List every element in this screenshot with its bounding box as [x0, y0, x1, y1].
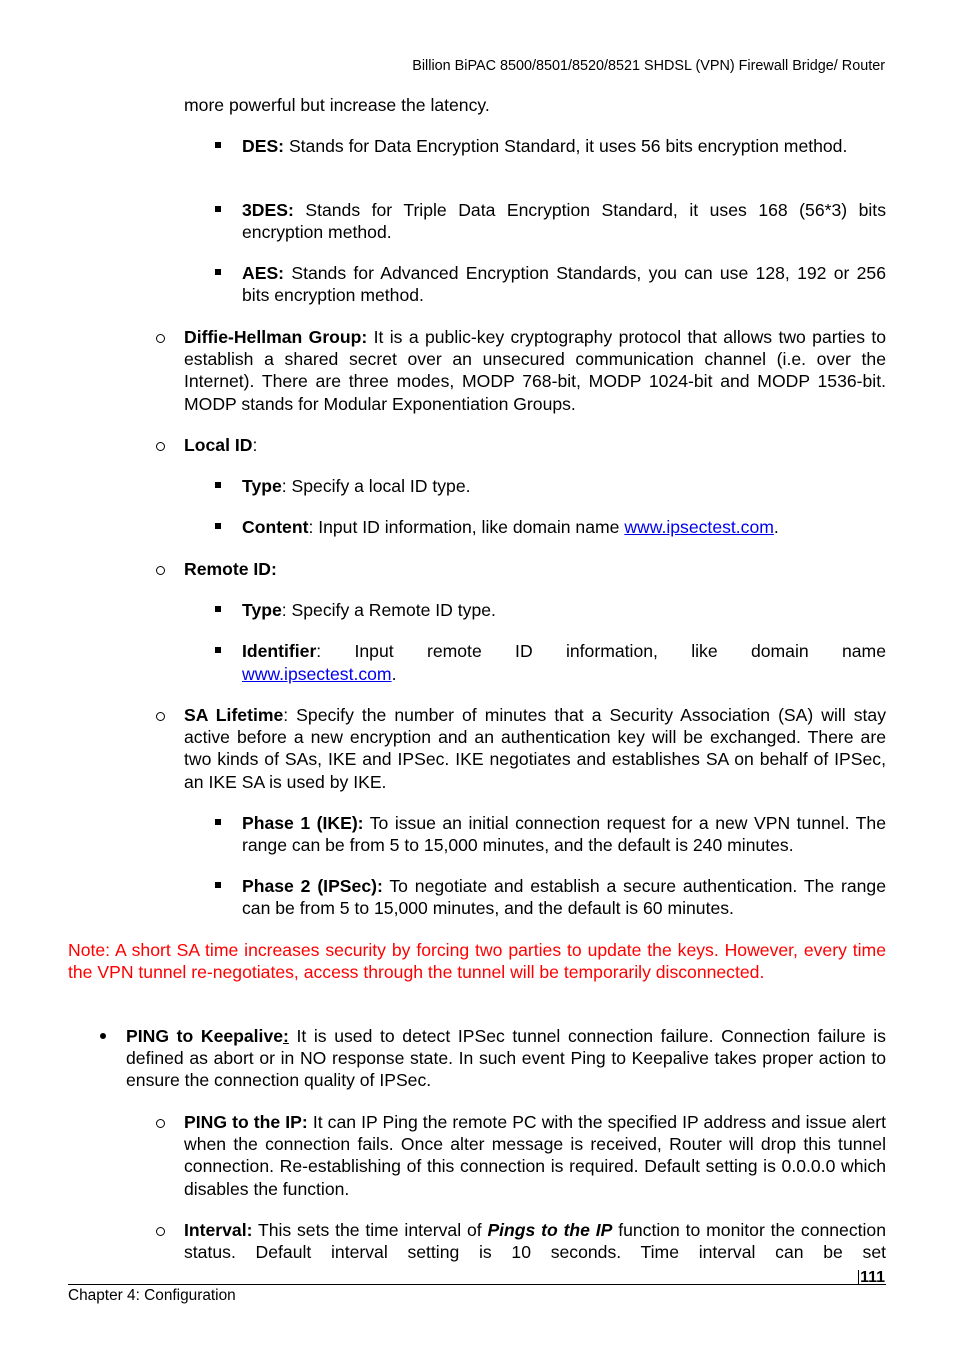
- sa-lifetime-text: : Specify the number of minutes that a Security Association (SA) will stay active before a new encryption and an authentication key will be exchanged. There are two kinds of SAs, IKE and IPSec. IKE negotiates and establishes SA on behalf of IPSec, an IKE SA is used by IKE.: [184, 705, 886, 792]
- square-bullet-icon: [215, 523, 221, 529]
- local-type-text: : Specify a local ID type.: [281, 476, 471, 496]
- phase1-term: Phase 1 (IKE):: [242, 813, 364, 833]
- intro-text: more powerful but increase the latency.: [184, 95, 490, 115]
- local-id-item: [184, 434, 886, 456]
- remote-type-term: Type: [242, 600, 282, 620]
- des-text: Stands for Data Encryption Standard, it uses 56 bits encryption method.: [288, 136, 848, 156]
- dh-item: [184, 326, 886, 415]
- remote-id-item: [184, 558, 886, 580]
- remote-type-item: [242, 599, 886, 621]
- page-number-divider: [858, 1270, 859, 1284]
- square-bullet-icon: [215, 606, 221, 612]
- square-bullet-icon: [215, 819, 221, 825]
- ipsectest-link[interactable]: www.ipsectest.com: [242, 664, 392, 684]
- square-bullet-icon: [215, 206, 221, 212]
- ipsectest-link[interactable]: www.ipsectest.com: [624, 517, 774, 537]
- dh-text: It is a public-key cryptography protocol that allows two parties to establish a shared secret over an unsecured communication channel (i.e. over the Internet). There are three modes, MODP 768-bit, MODP 1024-bit and MODP 1536-bit. MODP stands for Modular Exponentiation Groups.: [184, 327, 887, 414]
- local-id-term: Local ID: [184, 435, 253, 455]
- remote-identifier-end: .: [391, 664, 397, 684]
- sa-lifetime-term: SA Lifetime: [184, 705, 284, 725]
- interval-text-1: This sets the time interval of: [257, 1220, 488, 1240]
- remote-identifier-term: Identifier: [242, 641, 317, 661]
- interval-italic: Pings to the IP: [487, 1220, 613, 1240]
- square-bullet-icon: [215, 142, 221, 148]
- phase2-item: [242, 875, 886, 919]
- local-content-term: Content: [242, 517, 309, 537]
- circle-bullet-icon: [156, 1119, 165, 1128]
- ping-keepalive-colon: :: [283, 1026, 289, 1046]
- phase2-text: To negotiate and establish a secure authentication. The range can be from 5 to 15,000 minutes, and the default is 60 minutes.: [242, 876, 886, 919]
- aes-item: [242, 262, 886, 306]
- aes-text: Stands for Advanced Encryption Standards, you can use 128, 192 or 256 bits encryption method.: [242, 263, 886, 306]
- 3des-item: [242, 199, 886, 243]
- local-content-item: [242, 516, 886, 538]
- remote-id-term: Remote ID:: [184, 559, 277, 579]
- page-number: 111: [860, 1269, 885, 1286]
- circle-bullet-icon: [156, 334, 165, 343]
- remote-identifier-text: : Input remote ID information, like domain name: [316, 641, 886, 661]
- ping-ip-text: It can IP Ping the remote PC with the specified IP address and issue alert when the connection fails. Once alter message is received, Router will drop this tunnel connection. Re-establishing of this connection is required. Default setting is 0.0.0.0 which disables the function.: [184, 1112, 887, 1199]
- ping-ip-term: PING to the IP:: [184, 1112, 308, 1132]
- remote-identifier-item: [242, 640, 886, 662]
- local-id-colon: :: [252, 435, 258, 455]
- remote-type-text: : Specify a Remote ID type.: [281, 600, 496, 620]
- square-bullet-icon: [215, 482, 221, 488]
- local-content-text: : Input ID information, like domain name: [308, 517, 625, 537]
- local-type-item: [242, 475, 886, 497]
- sa-lifetime-item: [184, 704, 886, 793]
- local-type-term: Type: [242, 476, 282, 496]
- aes-term: AES:: [242, 263, 285, 283]
- ping-keepalive-term: PING to Keepalive: [126, 1026, 284, 1046]
- ping-ip-item: [184, 1111, 886, 1200]
- local-content-end: .: [773, 517, 779, 537]
- circle-bullet-icon: [156, 566, 165, 575]
- interval-text-2: function to monitor the connection status. Default interval setting is 10 seconds. Time interval can be set: [184, 1220, 886, 1263]
- ping-keepalive-text: It is used to detect IPSec tunnel connection failure. Connection failure is defined as abort or in NO response state. In such event Ping to Keepalive takes proper action to ensure the connection quality of IPSec.: [126, 1026, 886, 1091]
- phase1-item: [242, 812, 886, 856]
- page-header: Billion BiPAC 8500/8501/8520/8521 SHDSL (VPN) Firewall Bridge/ Router: [412, 58, 885, 74]
- interval-item: [184, 1219, 886, 1263]
- square-bullet-icon: [215, 647, 221, 653]
- phase1-text: To issue an initial connection request for a new VPN tunnel. The range can be from 5 to 15,000 minutes, and the default is 240 minutes.: [242, 813, 886, 856]
- ping-keepalive-item: [126, 1025, 886, 1092]
- footer-rule: [68, 1284, 886, 1285]
- square-bullet-icon: [215, 882, 221, 888]
- 3des-term: 3DES:: [242, 200, 294, 220]
- des-term: DES:: [242, 136, 285, 156]
- note-text: Note: A short SA time increases security by forcing two parties to update the keys. However, every time the VPN tunnel re-negotiates, access through the tunnel will be temporarily disconnected.: [68, 940, 886, 983]
- square-bullet-icon: [215, 269, 221, 275]
- circle-bullet-icon: [156, 442, 165, 451]
- round-bullet-icon: [100, 1033, 106, 1039]
- des-item: [242, 135, 886, 157]
- circle-bullet-icon: [156, 1227, 165, 1236]
- footer-chapter: Chapter 4: Configuration: [68, 1287, 236, 1304]
- remote-identifier-link-line: [242, 663, 886, 685]
- 3des-text: Stands for Triple Data Encryption Standard, it uses 168 (56*3) bits encryption method.: [242, 200, 886, 243]
- circle-bullet-icon: [156, 712, 165, 721]
- phase2-term: Phase 2 (IPSec):: [242, 876, 383, 896]
- dh-term: Diffie-Hellman Group:: [184, 327, 368, 347]
- interval-term: Interval:: [184, 1220, 253, 1240]
